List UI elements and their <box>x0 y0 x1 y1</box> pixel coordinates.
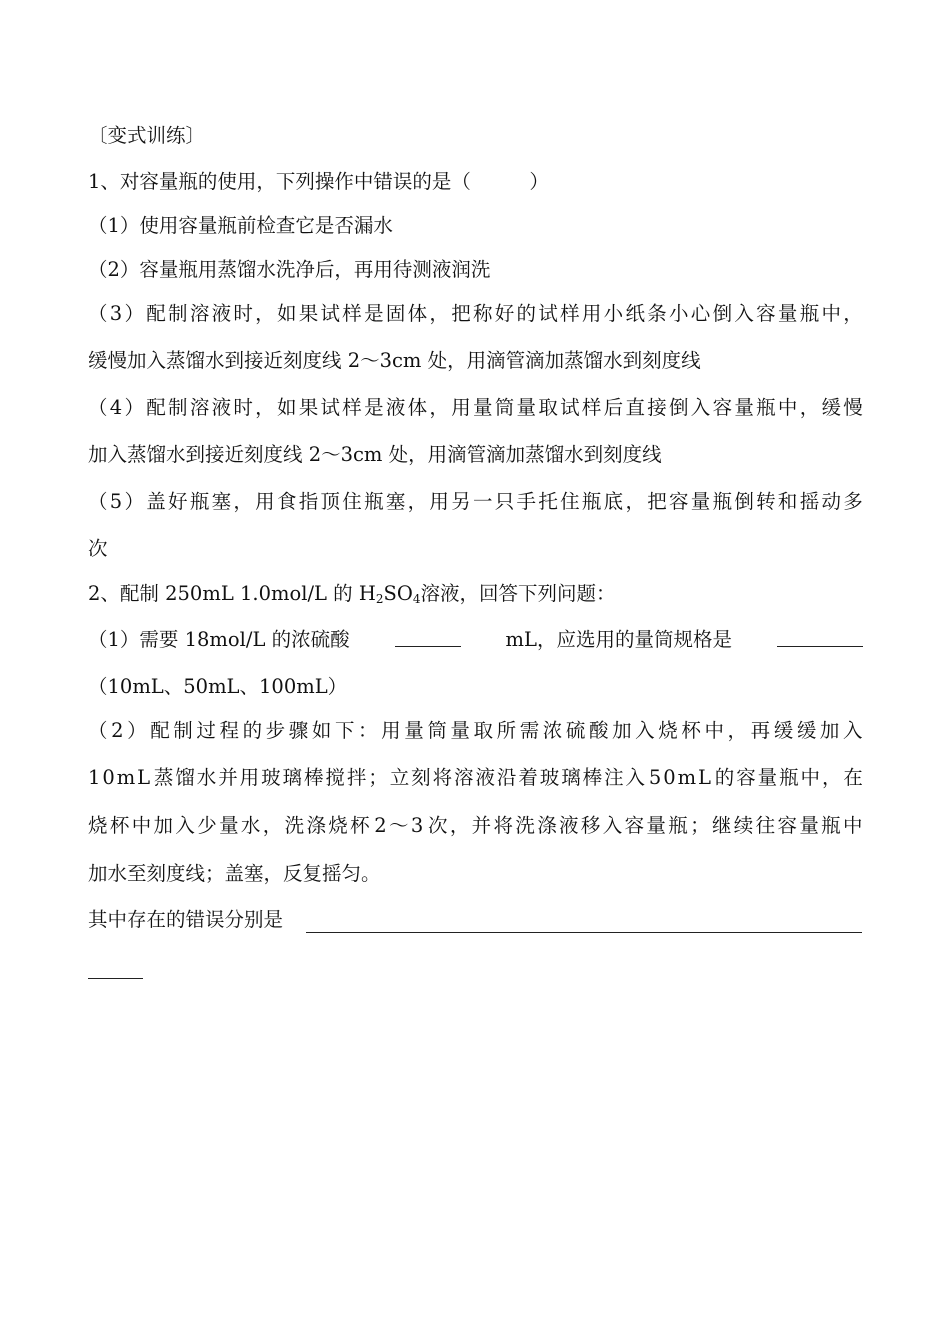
q1-option-3-line-2: 缓慢加入蒸馏水到接近刻度线 2～3cm 处，用滴管滴加蒸馏水到刻度线 <box>88 349 701 372</box>
q1-option-5-line-1: （ 5 ） 盖 好 瓶 塞 ， 用 食 指 顶 住 瓶 塞 ， 用 另 一 只 手 托 住 瓶 底 ， 把 容 量 瓶 倒 转 和 摇 动 多 <box>88 490 863 513</box>
q2-stem-part-a: 2、配制 250mL 1.0mol/L 的 H <box>88 582 376 605</box>
q2-stem-part-b: SO <box>383 582 413 605</box>
q2-part-2-line-4: 加水至刻度线；盖塞，反复摇匀。 <box>88 862 381 885</box>
concentrated-acid-volume-blank[interactable] <box>395 626 461 647</box>
cylinder-spec-blank[interactable] <box>777 626 863 647</box>
q1-option-1: （1）使用容量瓶前检查它是否漏水 <box>88 214 393 237</box>
q2-subscript-2: 2 <box>375 592 384 606</box>
q1-option-2: （2）容量瓶用蒸馏水洗净后，再用待测液润洗 <box>88 258 491 281</box>
q2-part-2-line-1: （ 2 ） 配 制 过 程 的 步 骤 如 下 ： 用 量 筒 量 取 所 需 浓 硫 酸 加 入 烧 杯 中 ， 再 缓 缓 加 入 <box>88 719 863 742</box>
q1-option-5-line-2: 次 <box>88 537 108 560</box>
q1-option-3-line-1: （ 3 ） 配 制 溶 液 时 ， 如 果 试 样 是 固 体 ， 把 称 好 的 试 样 用 小 纸 条 小 心 倒 入 容 量 瓶 中 ， <box>88 302 863 325</box>
question-1-stem: 1、对容量瓶的使用，下列操作中错误的是（ ） <box>88 170 549 193</box>
errors-answer-blank[interactable] <box>306 932 862 933</box>
q1-option-4-line-1: （ 4 ） 配 制 溶 液 时 ， 如 果 试 样 是 液 体 ， 用 量 筒 量 取 试 样 后 直 接 倒 入 容 量 瓶 中 ， 缓 慢 <box>88 396 863 419</box>
q2-part-2-line-2: 1 0 m L 蒸 馏 水 并 用 玻 璃 棒 搅 拌 ； 立 刻 将 溶 液 沿 着 玻 璃 棒 注 入 5 0 m L 的 容 量 瓶 中 ， 在 <box>88 766 863 789</box>
q2-subscript-4: 4 <box>412 592 421 606</box>
section-title: 〔变式训练〕 <box>88 124 206 147</box>
q2-part-2-line-3: 烧 杯 中 加 入 少 量 水 ， 洗 涤 烧 杯 2 ～ 3 次 ， 并 将 洗 涤 液 移 入 容 量 瓶 ； 继 续 往 容 量 瓶 中 <box>88 814 863 837</box>
errors-prompt: 其中存在的错误分别是 <box>88 908 284 931</box>
q1-option-4-line-2: 加入蒸馏水到接近刻度线 2～3cm 处，用滴管滴加蒸馏水到刻度线 <box>88 443 662 466</box>
q2-part-1 <box>88 626 863 654</box>
q2-part-1-options: （10mL、50mL、100mL） <box>88 675 348 698</box>
q2-stem-part-c: 溶液，回答下列问题： <box>420 582 616 605</box>
errors-answer-blank-continued[interactable] <box>88 978 143 979</box>
question-2-stem <box>88 580 616 613</box>
q2-part-1-text-b: mL，应选用的量筒规格是 <box>505 628 732 651</box>
q2-part-1-text-a: （1）需要 18mol/L 的浓硫酸 <box>88 628 350 651</box>
